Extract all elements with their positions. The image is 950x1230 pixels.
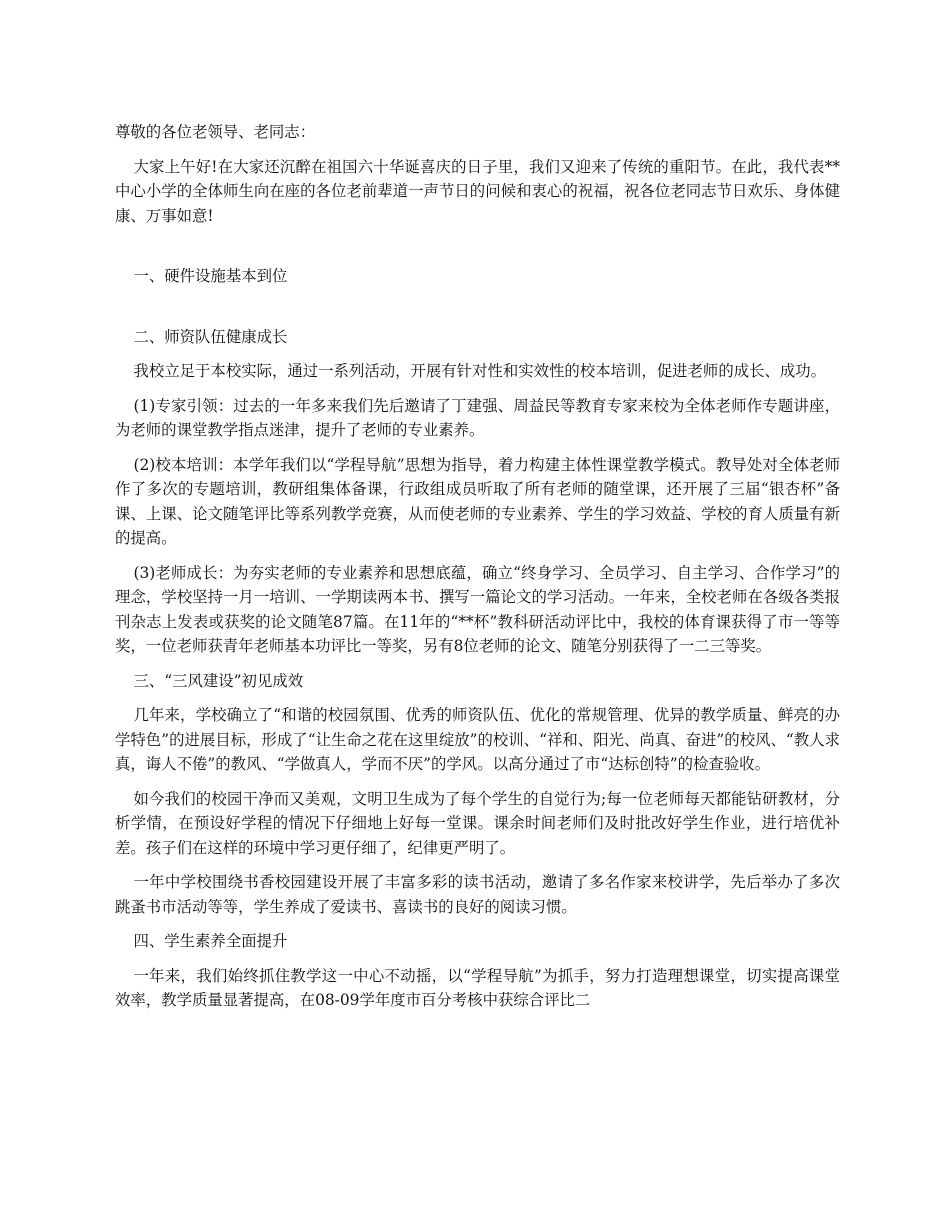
salutation: 尊敬的各位老领导、老同志：: [115, 123, 316, 141]
intro-paragraph: 大家上午好!在大家还沉醉在祖国六十华诞喜庆的日子里，我们又迎来了传统的重阳节。在此，我代表**中心小学的全体师生向在座的各位老前辈道一声节日的问候和衷心的祝福，祝各位老同志节日欢乐、身体健康、万事如意!: [115, 157, 840, 225]
section-3-paragraph: 几年来，学校确立了“和谐的校园氛围、优秀的师资队伍、优化的常规管理、优异的教学质量、鲜亮的办学特色”的进展目标，形成了“让生命之花在这里绽放”的校训、“祥和、阳光、尚真、奋进”的校风、“教人求真，诲人不倦”的教风、“学做真人，学而不厌”的学风。以高分通过了市“达标创特”的检查验收。: [115, 706, 840, 773]
section-3-paragraph: 如今我们的校园干净而又美观，文明卫生成为了每个学生的自觉行为;每一位老师每天都能钻研教材，分析学情，在预设好学程的情况下仔细地上好每一堂课。课余时间老师们及时批改好学生作业，进行培优补差。孩子们在这样的环境中学习更仔细了，纪律更严明了。: [115, 789, 840, 857]
section-4-heading: 四、学生素养全面提升: [133, 932, 288, 950]
section-2-paragraph: 我校立足于本校实际，通过一系列活动，开展有针对性和实效性的校本培训，促进老师的成长、成功。: [133, 362, 827, 380]
blank-space: [115, 238, 840, 264]
section-2-paragraph: (3)老师成长：为夯实老师的专业素养和思想底蕴，确立“终身学习、全员学习、自主学习、合作学习”的理念，学校坚持一月一培训、一学期读两本书、撰写一篇论文的学习活动。一年来，全校老师在各级各类报刊杂志上发表或获奖的论文随笔87篇。在11年的“**杯”教科研活动评比中，我校的体育课获得了市一等等奖，一位老师获青年老师基本功评比一等奖，另有8位老师的论文、随笔分别获得了一二三等奖。: [115, 563, 840, 655]
blank-space: [115, 299, 840, 325]
section-4-paragraph: 一年来，我们始终抓住教学这一中心不动摇，以“学程导航”为抓手，努力打造理想课堂，切实提高课堂效率，教学质量显著提高，在08-09学年度市百分考核中获综合评比二: [115, 966, 840, 1009]
section-2-paragraph: (1)专家引领：过去的一年多来我们先后邀请了丁建强、周益民等教育专家来校为全体老师作专题讲座，为老师的课堂教学指点迷津，提升了老师的专业素养。: [115, 396, 840, 439]
section-2-heading: 二、师资队伍健康成长: [133, 327, 288, 346]
section-1-heading: 一、硬件设施基本到位: [133, 267, 288, 285]
document-page: [115, 120, 840, 1023]
section-3-heading: 三、“三风建设”初见成效: [133, 671, 304, 690]
section-2-paragraph: (2)校本培训：本学年我们以“学程导航”思想为指导，着力构建主体性课堂教学模式。教导处对全体老师作了多次的专题培训，教研组集体备课，行政组成员听取了所有老师的随堂课，还开展了三届“银杏杯”备课、上课、论文随笔评比等系列教学竞赛，从而使老师的专业素养、学生的学习效益、学校的育人质量有新的提高。: [115, 455, 840, 547]
section-3-paragraph: 一年中学校围绕书香校园建设开展了丰富多彩的读书活动，邀请了多名作家来校讲学，先后举办了多次跳蚤书市活动等等，学生养成了爱读书、喜读书的良好的阅读习惯。: [115, 873, 840, 916]
